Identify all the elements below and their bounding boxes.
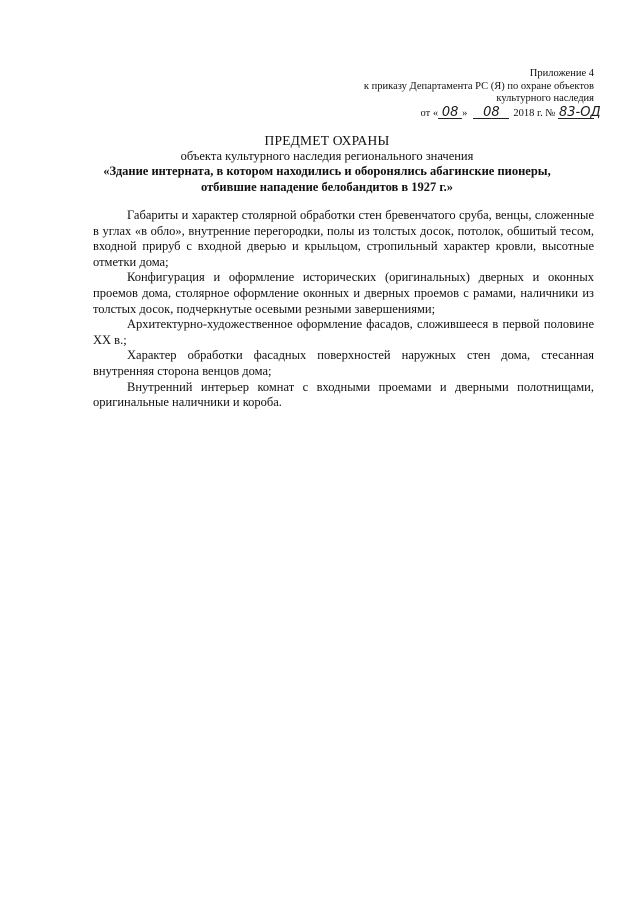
- document-subtitle: объекта культурного наследия регионального значения: [180, 149, 474, 163]
- annex-title: Приложение 4: [529, 68, 594, 79]
- order-month-handwritten: 08: [473, 107, 509, 119]
- paragraph-interior: Внутренний интерьер комнат с входными проемами и дверными полотнищами, оригинальные наличники и короба.: [93, 379, 594, 410]
- paragraph-dimensions: Габариты и характер столярной обработки стен бревенчатого сруба, венцы, сложенные в углах «в обло», внутренние перегородки, полы из толстых досок, потолок, обшитый тесом, входной прируб с входной дверью и крыльцом, стропильный характер кровли, высотные отметки дома;: [93, 208, 594, 269]
- annex-order-reference: к приказу Департамента РС (Я) по охране объектов: [363, 80, 594, 92]
- paragraph-facades: Архитектурно-художественное оформление фасадов, сложившееся в первой половине ХХ в.;: [93, 317, 594, 347]
- order-day-handwritten: 08: [438, 107, 462, 119]
- order-number-handwritten: 83-ОД: [559, 104, 601, 120]
- annex-order-reference-cont: культурного наследия: [496, 93, 594, 104]
- object-name-line-2: отбившие нападение белобандитов в 1927 г.»: [200, 179, 454, 194]
- order-date-prefix: от «: [420, 107, 439, 119]
- annex-header: [294, 68, 601, 120]
- paragraph-wall-surfaces: Характер обработки фасадных поверхностей наружных стен дома, стесанная внутренняя сторона венцов дома;: [93, 348, 594, 378]
- order-year-label: 2018 г. №: [513, 107, 556, 119]
- object-name-line-1: «Здание интерната, в котором находились и оборонялись абагинские пионеры,: [103, 164, 551, 178]
- document-title-block: [60, 133, 594, 195]
- document-title: ПРЕДМЕТ ОХРАНЫ: [264, 133, 390, 148]
- order-date-number: [294, 104, 601, 121]
- paragraph-openings: Конфигурация и оформление исторических (оригинальных) дверных и оконных проемов дома, столярное оформление оконных и дверных проемов с рамами, наличники из толстых досок, подчеркнутые осевыми резными завершениями;: [93, 270, 594, 316]
- order-day-close: »: [462, 107, 468, 119]
- protection-subject-list: [93, 208, 594, 411]
